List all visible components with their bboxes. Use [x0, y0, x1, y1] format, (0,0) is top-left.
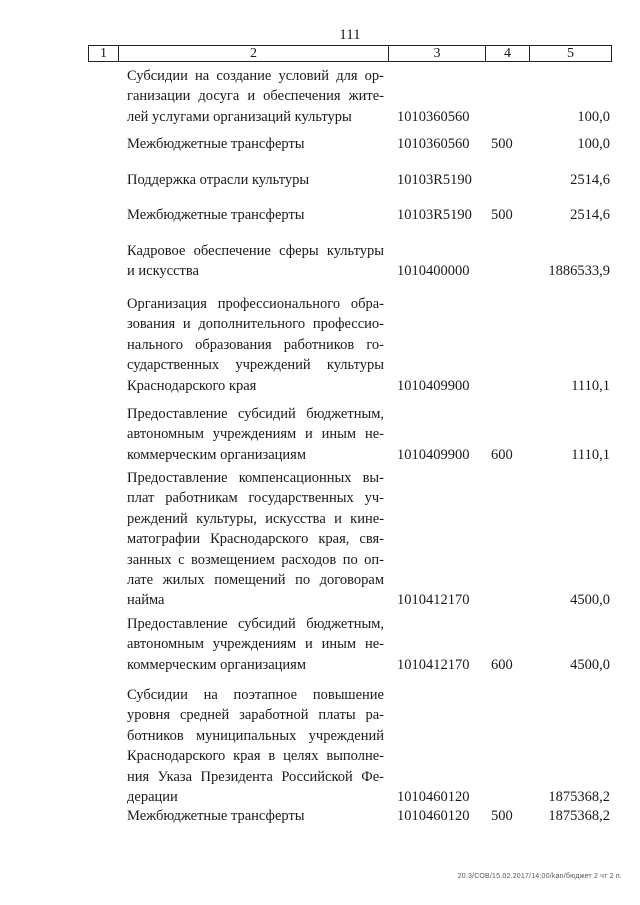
- row-description: [127, 468, 384, 611]
- row-target-code: 1010400000: [397, 263, 470, 280]
- row-amount: 2514,6: [570, 172, 610, 188]
- row-expense-type: 600: [491, 656, 513, 673]
- description-line: Межбюджетные трансферты: [127, 136, 305, 152]
- table-header-row: [88, 45, 612, 62]
- row-amount: 100,0: [577, 136, 610, 152]
- row-target-code: 1010409900: [397, 377, 470, 394]
- description-line: Субсидии на создание условий для ор-: [127, 68, 384, 84]
- footer-document-id: 20.3/СОВ/15.02.2017/14:00/kan/бюджет 2 чт 2 п.: [457, 873, 622, 880]
- row-expense-type: 500: [491, 808, 513, 824]
- description-line: Краснодарского края: [127, 377, 257, 394]
- row-target-code: 1010409900: [397, 446, 470, 463]
- description-line: коммерческим организациям: [127, 446, 307, 463]
- row-description: [127, 205, 384, 225]
- description-line: лей услугами организаций культуры: [127, 108, 352, 125]
- header-col-3: 3: [389, 46, 486, 61]
- row-description: [127, 66, 384, 127]
- row-description: [127, 806, 384, 826]
- description-line: лате жилых помещений по договорам: [127, 572, 384, 589]
- description-line: ганизации досуга и обеспечения жите-: [127, 88, 384, 105]
- page-number: 111: [339, 27, 361, 43]
- row-description: [127, 685, 384, 807]
- row-description: [127, 404, 384, 465]
- row-target-code: 10103R5190: [397, 172, 472, 188]
- row-expense-type: 600: [491, 446, 513, 463]
- description-line: автономным учреждениям и иным не-: [127, 426, 384, 443]
- row-amount: 100,0: [577, 108, 610, 125]
- description-line: коммерческим организациям: [127, 656, 307, 673]
- description-line: Предоставление субсидий бюджетным,: [127, 406, 384, 422]
- row-target-code: 1010460120: [397, 789, 470, 805]
- row-target-code: 1010460120: [397, 808, 470, 824]
- row-target-code: 1010412170: [397, 592, 470, 609]
- row-amount: 4500,0: [570, 656, 610, 673]
- description-line: матографии Краснодарского края, свя-: [127, 531, 384, 548]
- row-expense-type: 500: [491, 207, 513, 223]
- description-line: найма: [127, 592, 165, 609]
- description-line: Поддержка отрасли культуры: [127, 172, 310, 188]
- description-line: плат работникам государственных уч-: [127, 490, 384, 507]
- row-amount: 4500,0: [570, 592, 610, 609]
- row-amount: 1886533,9: [548, 263, 610, 280]
- row-description: [127, 134, 384, 154]
- description-line: уровня средней заработной платы ра-: [127, 707, 384, 724]
- row-description: [127, 170, 384, 190]
- description-line: сударственных учреждений культуры: [127, 357, 384, 374]
- row-target-code: 1010412170: [397, 656, 470, 673]
- description-line: ботников муниципальных учреждений: [127, 727, 384, 744]
- row-description: [127, 614, 384, 675]
- row-expense-type: 500: [491, 136, 513, 152]
- row-description: [127, 294, 384, 396]
- header-col-5: 5: [567, 46, 574, 61]
- description-line: дерации: [127, 789, 178, 806]
- description-line: и искусства: [127, 263, 199, 280]
- description-line: Предоставление компенсационных вы-: [127, 470, 384, 486]
- header-col-4: 4: [486, 46, 530, 61]
- description-line: Предоставление субсидий бюджетным,: [127, 616, 384, 632]
- row-description: [127, 241, 384, 282]
- row-amount: 1110,1: [571, 377, 610, 394]
- description-line: Организация профессионального обра-: [127, 296, 384, 312]
- description-line: Межбюджетные трансферты: [127, 808, 305, 824]
- row-amount: 1875368,2: [548, 789, 610, 805]
- description-line: Кадровое обеспечение сферы культуры: [127, 243, 384, 259]
- description-line: нального образования работников го-: [127, 336, 384, 353]
- header-col-1: 1: [89, 46, 119, 61]
- description-line: ния Указа Президента Российской Фе-: [127, 768, 384, 785]
- description-line: зования и дополнительного профессио-: [127, 316, 384, 333]
- row-amount: 2514,6: [570, 207, 610, 223]
- description-line: реждений культуры, искусства и кине-: [127, 510, 384, 527]
- description-line: Межбюджетные трансферты: [127, 207, 305, 223]
- description-line: Субсидии на поэтапное повышение: [127, 687, 384, 703]
- row-target-code: 1010360560: [397, 136, 470, 152]
- description-line: автономным учреждениям и иным не-: [127, 636, 384, 653]
- row-target-code: 10103R5190: [397, 207, 472, 223]
- header-col-2: 2: [119, 46, 389, 61]
- row-amount: 1110,1: [571, 446, 610, 463]
- description-line: занных с возмещением расходов по оп-: [127, 551, 384, 568]
- description-line: Краснодарского края в целях выполне-: [127, 748, 384, 765]
- row-amount: 1875368,2: [548, 808, 610, 824]
- row-target-code: 1010360560: [397, 108, 470, 125]
